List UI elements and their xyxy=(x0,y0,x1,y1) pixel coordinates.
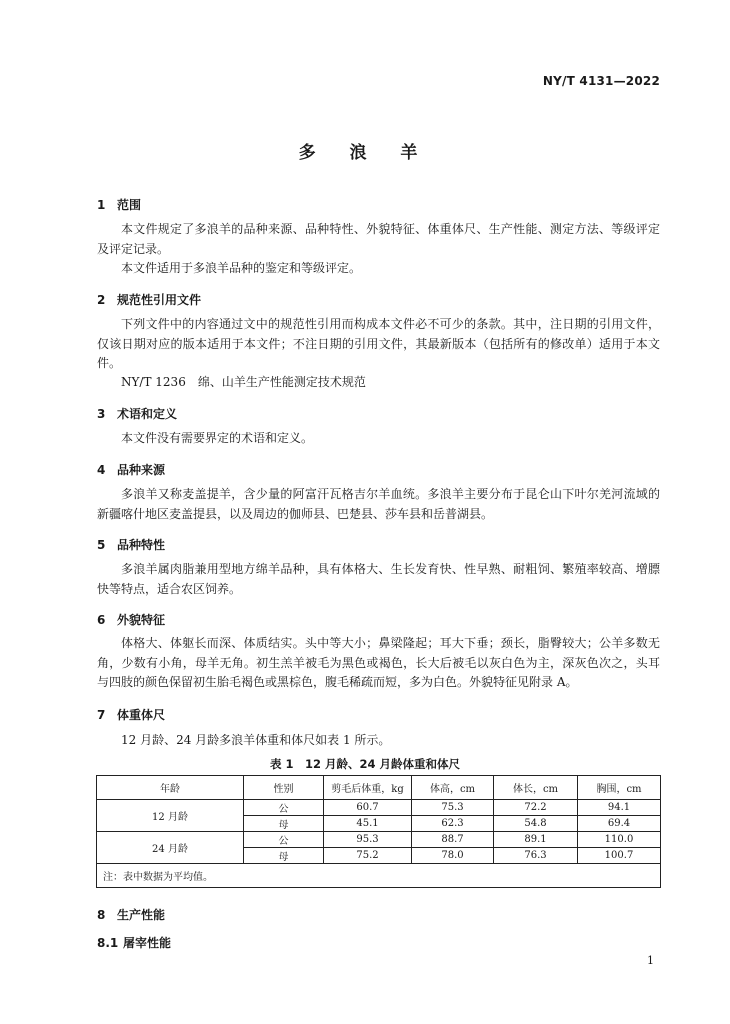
age-cell: 12 月龄 xyxy=(97,800,244,832)
section-title: 屠宰性能 xyxy=(123,936,172,950)
section-4-paragraph-1: 多浪羊又称麦盖提羊，含少量的阿富汗瓦格吉尔羊血统。多浪羊主要分布于昆仑山下叶尔羌河流域的新疆喀什地区麦盖提县，以及周边的伽师县、巴楚县、莎车县和岳普湖县。 xyxy=(97,487,660,521)
table-1 xyxy=(96,775,661,888)
section-number: 3 xyxy=(97,407,106,421)
document-title: 多 浪 羊 xyxy=(298,143,432,163)
length-cell: 89.1 xyxy=(494,832,578,848)
weight-cell: 45.1 xyxy=(324,816,412,832)
sex-cell: 公 xyxy=(244,800,324,816)
section-number: 7 xyxy=(97,708,106,722)
height-cell: 62.3 xyxy=(412,816,494,832)
section-number: 5 xyxy=(97,538,106,552)
page-number: 1 xyxy=(647,954,654,967)
weight-cell: 75.2 xyxy=(324,848,412,864)
section-1-paragraph-2: 本文件适用于多浪羊品种的鉴定和等级评定。 xyxy=(121,261,362,275)
column-header: 体长，cm xyxy=(494,776,578,800)
table-row xyxy=(97,832,661,848)
section-5-paragraph-1: 多浪羊属肉脂兼用型地方绵羊品种，具有体格大、生长发育快、性早熟、耐粗饲、繁殖率较高、增膘快等特点，适合农区饲养。 xyxy=(97,562,660,596)
weight-cell: 60.7 xyxy=(324,800,412,816)
table-header-row xyxy=(97,776,661,800)
section-6-paragraph-1: 体格大、体躯长而深、体质结实。头中等大小；鼻梁隆起；耳大下垂；颈长，脂臀较大；公羊多数无角，少数有小角，母羊无角。初生羔羊被毛为黑色或褐色，长大后被毛以灰白色为主，深灰色次之，头耳与四肢的颜色保留初生胎毛褐色或黑棕色，腹毛稀疏而短，多为白色。外貌特征见附录 A。 xyxy=(97,636,660,689)
chest-cell: 100.7 xyxy=(578,848,661,864)
section-number: 4 xyxy=(97,463,106,477)
standard-number: NY/T 4131—2022 xyxy=(542,74,660,88)
length-cell: 72.2 xyxy=(494,800,578,816)
length-cell: 76.3 xyxy=(494,848,578,864)
section-4-heading xyxy=(97,461,165,478)
section-title: 术语和定义 xyxy=(117,407,178,421)
table-note: 注：表中数据为平均值。 xyxy=(97,864,661,888)
height-cell: 78.0 xyxy=(412,848,494,864)
section-8-1-heading xyxy=(97,934,171,951)
section-number: 2 xyxy=(97,293,106,307)
section-title: 品种特性 xyxy=(117,538,166,552)
section-3-heading xyxy=(97,405,177,422)
section-6-heading xyxy=(97,611,165,628)
section-title: 体重体尺 xyxy=(117,708,166,722)
section-7-paragraph-1: 12 月龄、24 月龄多浪羊体重和体尺如表 1 所示。 xyxy=(121,733,391,747)
height-cell: 75.3 xyxy=(412,800,494,816)
section-5-heading xyxy=(97,536,165,553)
section-3-paragraph-1: 本文件没有需要界定的术语和定义。 xyxy=(121,431,314,445)
weight-cell: 95.3 xyxy=(324,832,412,848)
height-cell: 88.7 xyxy=(412,832,494,848)
chest-cell: 110.0 xyxy=(578,832,661,848)
section-number: 8.1 xyxy=(97,936,119,950)
table-row xyxy=(97,800,661,816)
section-7-heading xyxy=(97,706,165,723)
section-title: 品种来源 xyxy=(117,463,166,477)
chest-cell: 69.4 xyxy=(578,816,661,832)
section-number: 8 xyxy=(97,908,106,922)
chest-cell: 94.1 xyxy=(578,800,661,816)
section-2-paragraph-1: 下列文件中的内容通过文中的规范性引用而构成本文件必不可少的条款。其中，注日期的引用文件，仅该日期对应的版本适用于本文件；不注日期的引用文件，其最新版本（包括所有的修改单）适用于本文件。 xyxy=(97,317,660,370)
column-header: 性别 xyxy=(244,776,324,800)
section-1-heading xyxy=(97,196,141,213)
sex-cell: 公 xyxy=(244,832,324,848)
column-header: 剪毛后体重，kg xyxy=(324,776,412,800)
column-header: 胸围，cm xyxy=(578,776,661,800)
sex-cell: 母 xyxy=(244,848,324,864)
section-title: 生产性能 xyxy=(117,908,166,922)
column-header: 体高，cm xyxy=(412,776,494,800)
table-note-row xyxy=(97,864,661,888)
sex-cell: 母 xyxy=(244,816,324,832)
normative-reference: NY/T 1236 绵、山羊生产性能测定技术规范 xyxy=(121,375,366,389)
section-number: 1 xyxy=(97,198,106,212)
table-1-caption: 表 1 12 月龄、24 月龄体重和体尺 xyxy=(269,757,461,771)
column-header: 年龄 xyxy=(97,776,244,800)
section-title: 范围 xyxy=(117,198,142,212)
section-8-heading xyxy=(97,906,165,923)
section-title: 外貌特征 xyxy=(117,613,166,627)
length-cell: 54.8 xyxy=(494,816,578,832)
section-title: 规范性引用文件 xyxy=(117,293,202,307)
age-cell: 24 月龄 xyxy=(97,832,244,864)
section-2-heading xyxy=(97,291,201,308)
section-1-paragraph-1: 本文件规定了多浪羊的品种来源、品种特性、外貌特征、体重体尺、生产性能、测定方法、等级评定及评定记录。 xyxy=(97,222,660,256)
section-number: 6 xyxy=(97,613,106,627)
